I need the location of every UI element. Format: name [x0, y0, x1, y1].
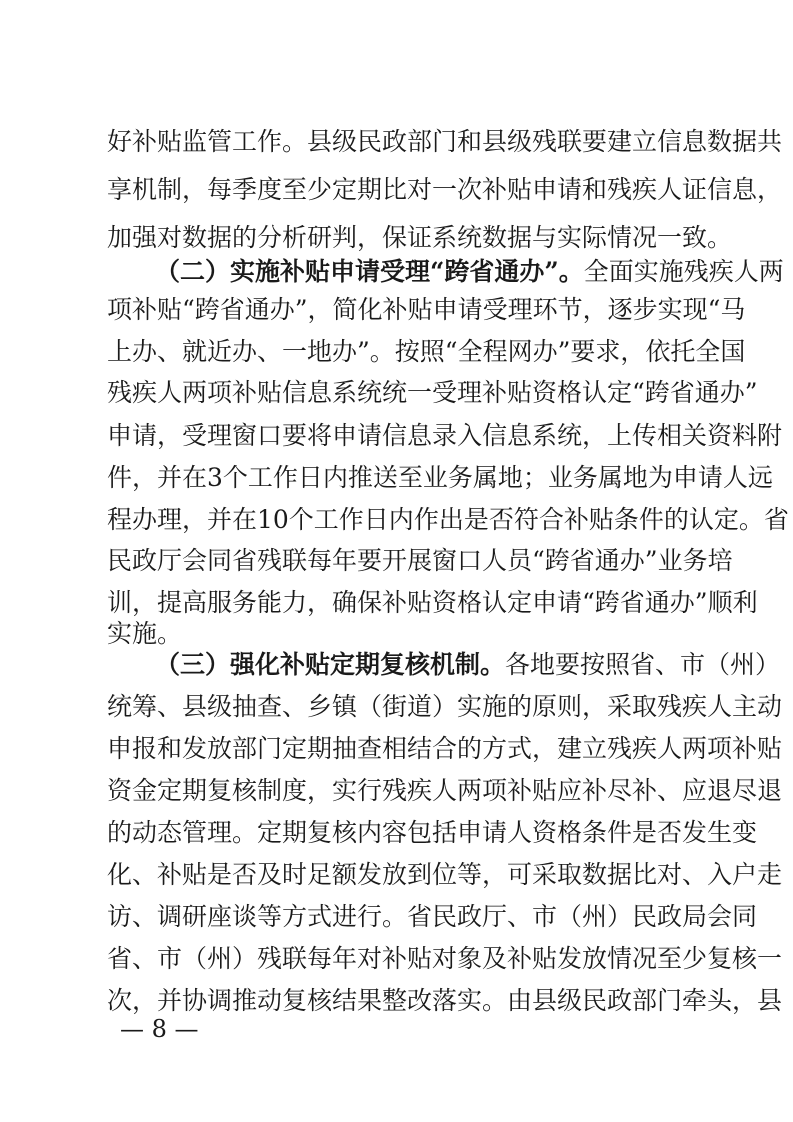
body-text-line: 项补贴“跨省通办”，简化补贴申请受理环节，逐步实现“马: [107, 295, 746, 324]
body-text-line: 训，提高服务能力，确保补贴资格认定申请“跨省通办”顺利: [107, 588, 758, 617]
body-text-line: 件，并在3个工作日内推送至业务属地；业务属地为申请人远: [107, 463, 773, 492]
body-text-line: 统筹、县级抽查、乡镇（街道）实施的原则，采取残疾人主动: [107, 692, 783, 721]
page-number: — 8 —: [120, 1015, 199, 1043]
body-text-line: 好补贴监管工作。县级民政部门和县级残联要建立信息数据共: [107, 127, 783, 156]
body-text-line: 实施。: [107, 619, 183, 648]
body-text-line: 的动态管理。定期复核内容包括申请人资格条件是否发生变: [107, 818, 758, 847]
section-heading-line: （二）实施补贴申请受理“跨省通办”。全面实施残疾人两: [155, 257, 784, 286]
section-heading-line: （三）强化补贴定期复核机制。各地要按照省、市（州）: [155, 650, 781, 679]
section-heading: （二）实施补贴申请受理“跨省通办”。: [155, 257, 584, 286]
body-text-line: 申请，受理窗口要将申请信息录入信息系统，上传相关资料附: [107, 421, 783, 450]
section-heading: （三）强化补贴定期复核机制。: [155, 650, 506, 679]
body-text-line: 资金定期复核制度，实行残疾人两项补贴应补尽补、应退尽退: [107, 776, 783, 805]
body-text-line: 次，并协调推动复核结果整改落实。由县级民政部门牵头，县: [107, 986, 783, 1015]
body-text-line: 申报和发放部门定期抽查相结合的方式，建立残疾人两项补贴: [107, 734, 783, 763]
body-text-line: 上办、就近办、一地办”。按照“全程网办”要求，依托全国: [107, 337, 746, 366]
body-text-line: 化、补贴是否及时足额发放到位等，可采取数据比对、入户走: [107, 860, 783, 889]
body-text-line: 加强对数据的分析研判，保证系统数据与实际情况一致。: [107, 223, 733, 252]
body-text-line: 残疾人两项补贴信息系统统一受理补贴资格认定“跨省通办”: [107, 378, 758, 407]
body-text-line: 享机制，每季度至少定期比对一次补贴申请和残疾人证信息，: [107, 175, 783, 204]
body-text-line: 程办理，并在10个工作日内作出是否符合补贴条件的认定。省: [107, 505, 789, 534]
body-text-line: 民政厅会同省残联每年要开展窗口人员“跨省通办”业务培: [107, 546, 733, 575]
body-text-line: 省、市（州）残联每年对补贴对象及补贴发放情况至少复核一: [107, 944, 783, 973]
body-text-line: 访、调研座谈等方式进行。省民政厅、市（州）民政局会同: [107, 902, 758, 931]
